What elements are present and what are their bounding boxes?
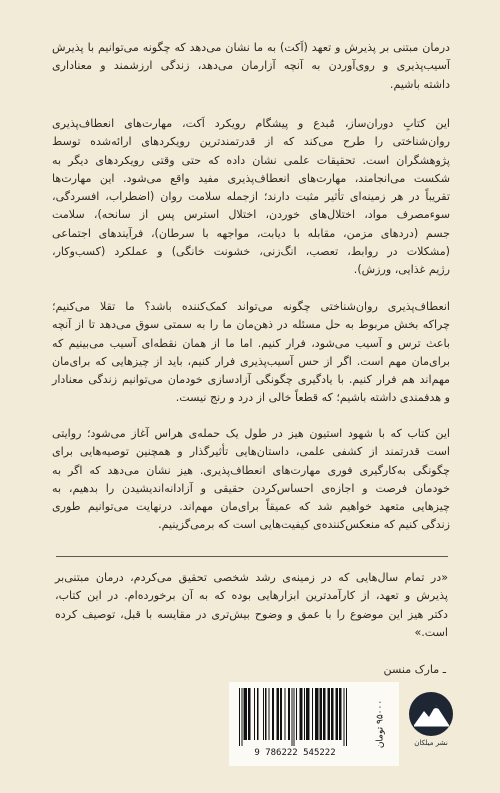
barcode-bars bbox=[239, 688, 347, 746]
barcode-bar bbox=[257, 688, 258, 740]
text-line: شکست می‌انجامند، مهارت‌های انعطاف‌پذیری مفید واقع می‌شود. این مهارت‌ها bbox=[52, 171, 450, 185]
barcode-bar bbox=[239, 688, 240, 746]
text-line: چیزهایی متعهد خواهیم شد که عمیقاً برای‌مان مهم‌اند. درنهایت می‌توانیم طوری bbox=[52, 500, 450, 514]
barcode-bar bbox=[294, 688, 295, 746]
text-line: روان‌شناختی را طرح می‌کند که از قدرتمندترین رویکردهای ارائه‌شده توسط bbox=[52, 135, 450, 149]
barcode-bar bbox=[263, 688, 264, 740]
quote-line: «در تمام سال‌هایی که در زمینه‌ی رشد شخصی تحقیق می‌کردم، درمان مبتنی‌بر bbox=[55, 571, 448, 584]
text-line: (مشکلات در روابط، تعصب، انگ‌زنی، خشونت خانگی) و عملکرد (کسب‌وکار، bbox=[52, 245, 450, 259]
barcode-bar bbox=[280, 688, 282, 740]
blurb-paragraph bbox=[52, 39, 450, 94]
publisher-name: نشر میلکان bbox=[414, 739, 448, 747]
barcode-bar bbox=[248, 688, 250, 740]
text-line: درمان مبتنی بر پذیرش و تعهد (اَکت) به ما نشان می‌دهد که چگونه می‌توانیم با پذیرش bbox=[52, 41, 450, 54]
barcode-bar bbox=[241, 688, 242, 746]
mountain-logo-icon bbox=[409, 692, 453, 736]
text-line: جسم (دردهای مزمن، مقابله با دیابت، مواجهه با سرطان)، فرآیندهای اجتماعی bbox=[52, 226, 450, 240]
quote-line: پذیرش و تعهد، از کارآمدترین ابزارهایی بوده که به آن برخورده‌ام. در این کتاب، bbox=[55, 589, 448, 603]
barcode-bar bbox=[265, 688, 266, 740]
quote-line: دکتر هیز این موضوع را با عمق و وضوح بیش‌تری در مقایسه با قبل، توصیف کرده bbox=[55, 607, 448, 621]
barcode-bar bbox=[344, 688, 345, 746]
text-line: است قدرتمند از کشفی علمی، داستان‌هایی تأثیرگذار و همچنین توصیه‌هایی برای bbox=[52, 445, 450, 459]
text-line: پژوهشگران است. تحقیقات علمی نشان داده که حتی وقتی رویکردهای دیگر به bbox=[52, 153, 450, 167]
text-line: باعث ترس و آسیب می‌شود، فرار کنیم. اما ما از همان نقطه‌ای آسیب می‌بینیم که bbox=[52, 336, 450, 350]
barcode-bar bbox=[331, 688, 333, 740]
publisher-logo bbox=[409, 692, 453, 736]
text-line: و هدفمندی داشته باشیم؛ که قطعاً خالی از درد و رنج نیست. bbox=[175, 391, 450, 405]
price-label: ۹۵۰۰۰ تومان bbox=[375, 699, 386, 749]
text-line: آسیب‌پذیری و روی‌آوردن به آنچه آزارمان می‌دهد، زندگی ارزشمند و معناداری bbox=[52, 59, 450, 73]
text-line: خودمان فرصت و اجازه‌ی احساس‌کردن حقیقی و آزادانه‌اندیشیدن را بدهیم، به bbox=[52, 481, 450, 495]
barcode bbox=[229, 682, 399, 766]
barcode-bar bbox=[306, 688, 309, 740]
text-line: انعطاف‌پذیری روان‌شناختی چگونه می‌تواند کمک‌کننده باشد؟ ما تقلا می‌کنیم؛ bbox=[52, 300, 450, 313]
barcode-bar bbox=[336, 688, 338, 740]
quote-attribution: ـ مارک منسن bbox=[383, 663, 446, 676]
section-divider bbox=[56, 556, 448, 557]
text-line: تقریباً در هر زمینه‌ای تأثیر مثبت دارند؛ ازجمله سلامت روان (اضطراب، افسردگی، bbox=[52, 190, 450, 204]
barcode-bar bbox=[323, 688, 325, 740]
barcode-bar bbox=[328, 688, 330, 740]
text-line: مهم‌اند هم فرار کنیم. با یادگیری چگونگی آزادسازی خودمان می‌توانیم زندگی معنادار bbox=[52, 373, 450, 387]
barcode-bar bbox=[315, 688, 318, 740]
blurb-paragraph bbox=[52, 298, 450, 408]
barcode-bar bbox=[346, 688, 347, 746]
barcode-bar bbox=[312, 688, 313, 740]
barcode-bar bbox=[296, 688, 297, 740]
barcode-bar bbox=[291, 688, 292, 746]
blurb-paragraph bbox=[52, 115, 450, 280]
text-line: چراکه بخش مربوط به حل مسئله در ذهن‌مان ما را به سمتی سوق می‌دهد تا از آنچه bbox=[52, 318, 450, 332]
isbn-number: 9 786222 545222 bbox=[254, 748, 336, 758]
text-line: برای‌مان مهم است. اگر از حس آسیب‌پذیری فرار کنیم، باید از چیزهایی که برای‌مان bbox=[52, 354, 450, 368]
text-line: زندگی کنیم که منعکس‌کننده‌ی کیفیت‌هایی است که برمی‌گزینیم. bbox=[158, 518, 450, 532]
barcode-bar bbox=[288, 688, 290, 740]
barcode-bar bbox=[299, 688, 302, 740]
text-line: این کتابِ دوران‌ساز، مُبدع و پیشگام رویکرد اَکت، مهارت‌های انعطاف‌پذیری bbox=[52, 117, 450, 130]
barcode-bar bbox=[304, 688, 305, 740]
barcode-bar bbox=[244, 688, 247, 740]
barcode-bar bbox=[284, 688, 285, 740]
barcode-bar bbox=[269, 688, 270, 740]
barcode-bar bbox=[339, 688, 341, 740]
barcode-bar bbox=[320, 688, 322, 740]
barcode-bar bbox=[277, 688, 279, 740]
text-line: داشته باشیم. bbox=[389, 77, 450, 91]
quote-line: است.» bbox=[414, 625, 448, 639]
blurb-paragraph bbox=[52, 425, 450, 535]
text-line: سوءمصرف مواد، اختلال‌های خوردن، اختلال استرس پس از سانحه)، سلامت bbox=[52, 208, 450, 222]
quote-block bbox=[55, 569, 448, 642]
text-line: چگونگی به‌کارگیری فوری مهارت‌های انعطاف‌پذیری. هیز نشان می‌دهد که اگر به bbox=[52, 463, 450, 477]
text-line: رژیم غذایی، ورزش). bbox=[353, 263, 450, 277]
barcode-bar bbox=[254, 688, 255, 740]
barcode-bar bbox=[272, 688, 274, 740]
text-line: این کتاب که با شهود استیون هیز در طول یک حمله‌ی هراس آغاز می‌شود؛ روایتی bbox=[52, 427, 450, 440]
